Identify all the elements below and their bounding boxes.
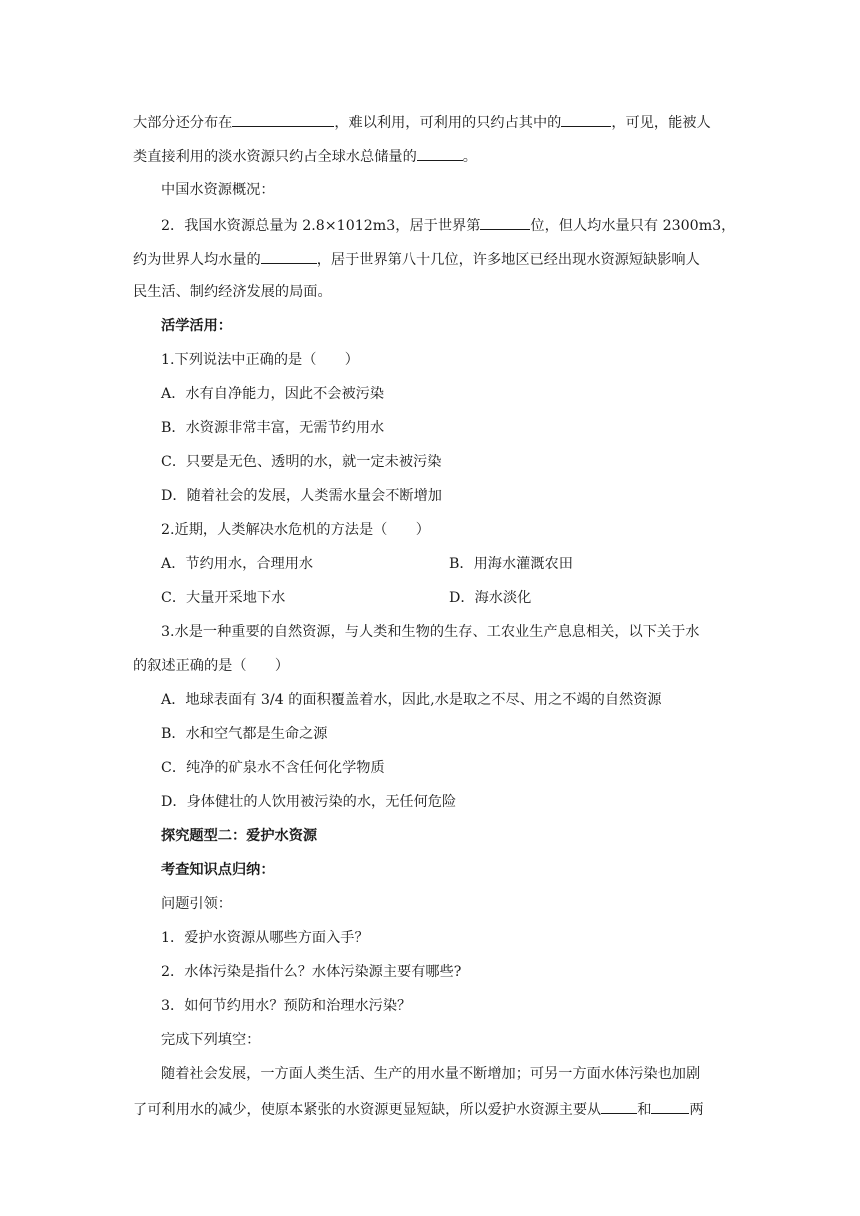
question-3-stem-line-1: 3.水是一种重要的自然资源，与人类和生物的生存、工农业生产息息相关，以下关于水 <box>161 624 700 640</box>
question-3-option-d[interactable]: D．身体健壮的人饮用被污染的水，无任何危险 <box>161 794 457 810</box>
question-1-option-b[interactable]: B．水资源非常丰富，无需节约用水 <box>161 420 385 436</box>
practice-heading: 活学活用： <box>161 318 232 334</box>
question-1-option-a[interactable]: A．水有自净能力，因此不会被污染 <box>161 386 385 402</box>
question-2-option-a[interactable]: A．节约用水，合理用水 <box>161 556 314 572</box>
question-2-option-c[interactable]: C．大量开采地下水 <box>161 590 286 606</box>
fill-blank[interactable] <box>261 248 317 264</box>
question-3-option-a[interactable]: A．地球表面有 3/4 的面积覆盖着水，因此,水是取之不尽、用之不竭的自然资源 <box>161 692 662 708</box>
fill-blank[interactable] <box>232 111 334 127</box>
question-3-option-b[interactable]: B．水和空气都是生命之源 <box>161 726 328 742</box>
paragraph-protect-line-1: 随着社会发展，一方面人类生活、生产的用水量不断增加；可另一方面水体污染也加剧 <box>161 1066 701 1082</box>
question-3-stem-line-2: 的叙述正确的是（ ） <box>133 658 290 674</box>
question-3-option-c[interactable]: C．纯净的矿泉水不含任何化学物质 <box>161 760 385 776</box>
fill-blank[interactable] <box>651 1098 689 1114</box>
guide-item-3: 3．如何节约用水？预防和治理水污染？ <box>161 998 412 1014</box>
china-water-heading: 中国水资源概况： <box>161 182 275 198</box>
paragraph-china-line-3: 民生活、制约经济发展的局面。 <box>133 284 332 300</box>
question-1-stem: 1.下列说法中正确的是（ ） <box>161 352 359 368</box>
paragraph-protect-line-2: 了可利用水的减少，使原本紧张的水资源更显短缺，所以爱护水资源主要从 和 两 <box>133 1098 704 1120</box>
question-2-option-b[interactable]: B．用海水灌溉农田 <box>449 556 573 572</box>
paragraph-freshwater-line-2: 类直接利用的淡水资源只约占全球水总储量的 。 <box>133 145 477 167</box>
fill-blank[interactable] <box>561 111 611 127</box>
knowledge-heading: 考查知识点归纳： <box>161 862 275 878</box>
paragraph-freshwater-line-1: 大部分还分布在 ，难以利用，可利用的只约占其中的 ，可见，能被人 <box>133 111 711 133</box>
paragraph-china-line-2: 约为世界人均水量的 ，居于世界第八十几位，许多地区已经出现水资源短缺影响人 <box>133 248 700 270</box>
guide-item-1: 1．爱护水资源从哪些方面入手？ <box>161 930 369 946</box>
fill-blank[interactable] <box>480 214 530 230</box>
question-1-option-c[interactable]: C．只要是无色、透明的水，就一定未被污染 <box>161 454 442 470</box>
question-2-option-d[interactable]: D．海水淡化 <box>449 590 532 606</box>
fill-blank[interactable] <box>417 145 463 161</box>
fill-blank[interactable] <box>601 1098 637 1114</box>
section-2-heading: 探究题型二：爱护水资源 <box>161 828 318 844</box>
fill-heading: 完成下列填空： <box>161 1032 261 1048</box>
guide-item-2: 2．水体污染是指什么？水体污染源主要有哪些? <box>161 964 462 980</box>
guide-heading: 问题引领： <box>161 896 232 912</box>
question-2-stem: 2.近期，人类解决水危机的方法是（ ） <box>161 522 430 538</box>
question-1-option-d[interactable]: D．随着社会的发展，人类需水量会不断增加 <box>161 488 442 504</box>
paragraph-china-line-1: 2．我国水资源总量为 2.8×1012m3，居于世界第 位，但人均水量只有 2300m3， <box>161 214 735 236</box>
